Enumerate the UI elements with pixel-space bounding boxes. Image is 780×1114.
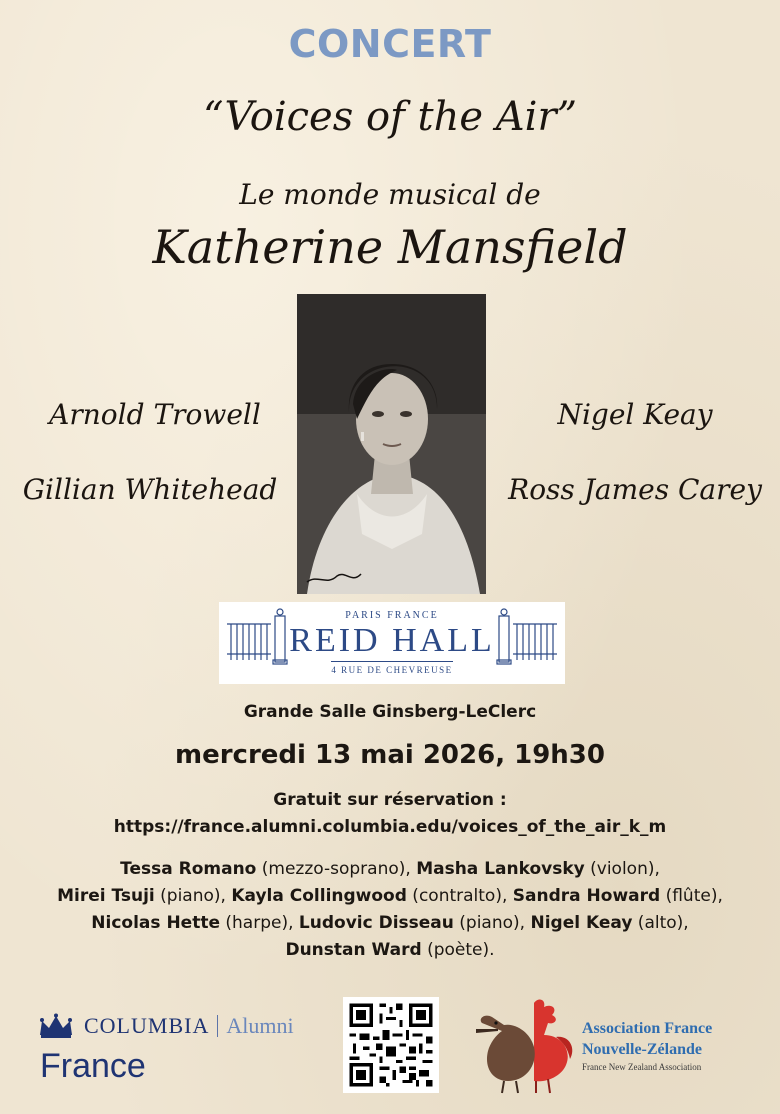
event-date: mercredi 13 mai 2026, 19h30 <box>175 740 605 770</box>
reid-hall-divider <box>331 661 453 662</box>
reservation-link[interactable]: https://france.alumni.columbia.edu/voices_of_the_air_k_m <box>113 817 667 837</box>
performer-role: (mezzo-soprano), <box>256 859 417 879</box>
performer-role: (violon), <box>584 859 660 879</box>
columbia-alumni-label: Alumni <box>226 1013 294 1038</box>
performer-role: (piano), <box>453 913 531 933</box>
venue-room: Grande Salle Ginsberg-LeClerc <box>243 702 537 722</box>
concert-title: “Voices of the Air” <box>202 94 578 140</box>
composer-name: Nigel Keay <box>557 398 713 431</box>
performer-role: (flûte), <box>660 886 723 906</box>
reid-hall-logo <box>219 602 565 684</box>
performer-role: (contralto), <box>406 886 513 906</box>
performer-name: Dunstan Ward <box>285 940 422 960</box>
crown-icon <box>38 1013 74 1039</box>
performer-role: (alto), <box>632 913 689 933</box>
columbia-country: France <box>40 1047 146 1085</box>
composer-name: Ross James Carey <box>508 473 762 506</box>
composer-name: Arnold Trowell <box>49 398 261 431</box>
performer-name: Nicolas Hette <box>91 913 220 933</box>
columbia-alumni-logo <box>38 1005 338 1095</box>
performer-role: (piano), <box>154 886 232 906</box>
qr-code[interactable] <box>343 997 439 1093</box>
composer-name: Gillian Whitehead <box>22 473 278 506</box>
columbia-separator <box>217 1015 218 1037</box>
concert-heading: CONCERT <box>288 22 492 66</box>
afnz-logo <box>474 995 764 1095</box>
afnz-english-name: France New Zealand Association <box>582 1062 702 1072</box>
portrait-photo <box>297 294 486 594</box>
reid-hall-location: PARIS FRANCE <box>345 610 439 621</box>
featured-name: Katherine Mansfield <box>152 220 628 274</box>
concert-subtitle: Le monde musical de <box>239 178 541 211</box>
performer-name: Nigel Keay <box>530 913 633 933</box>
performer-name: Sandra Howard <box>512 886 661 906</box>
afnz-name-line1: Association France <box>582 1020 713 1037</box>
performer-name: Mirei Tsuji <box>57 886 155 906</box>
performer-name: Ludovic Disseau <box>298 913 454 933</box>
performer-role: (poète). <box>421 940 495 960</box>
reid-hall-name: REID HALL <box>289 622 495 659</box>
performer-name: Kayla Collingwood <box>231 886 407 906</box>
afnz-name-line2: Nouvelle-Zélande <box>582 1041 702 1058</box>
performer-name: Masha Lankovsky <box>416 859 585 879</box>
performer-name: Tessa Romano <box>120 859 257 879</box>
columbia-wordmark: COLUMBIA <box>84 1013 210 1038</box>
performer-role: (harpe), <box>219 913 299 933</box>
reid-hall-address: 4 RUE DE CHEVREUSE <box>331 665 453 675</box>
performers-list <box>20 856 760 964</box>
rooster-kiwi-icon <box>474 995 578 1095</box>
reservation-note: Gratuit sur réservation : <box>273 790 507 810</box>
